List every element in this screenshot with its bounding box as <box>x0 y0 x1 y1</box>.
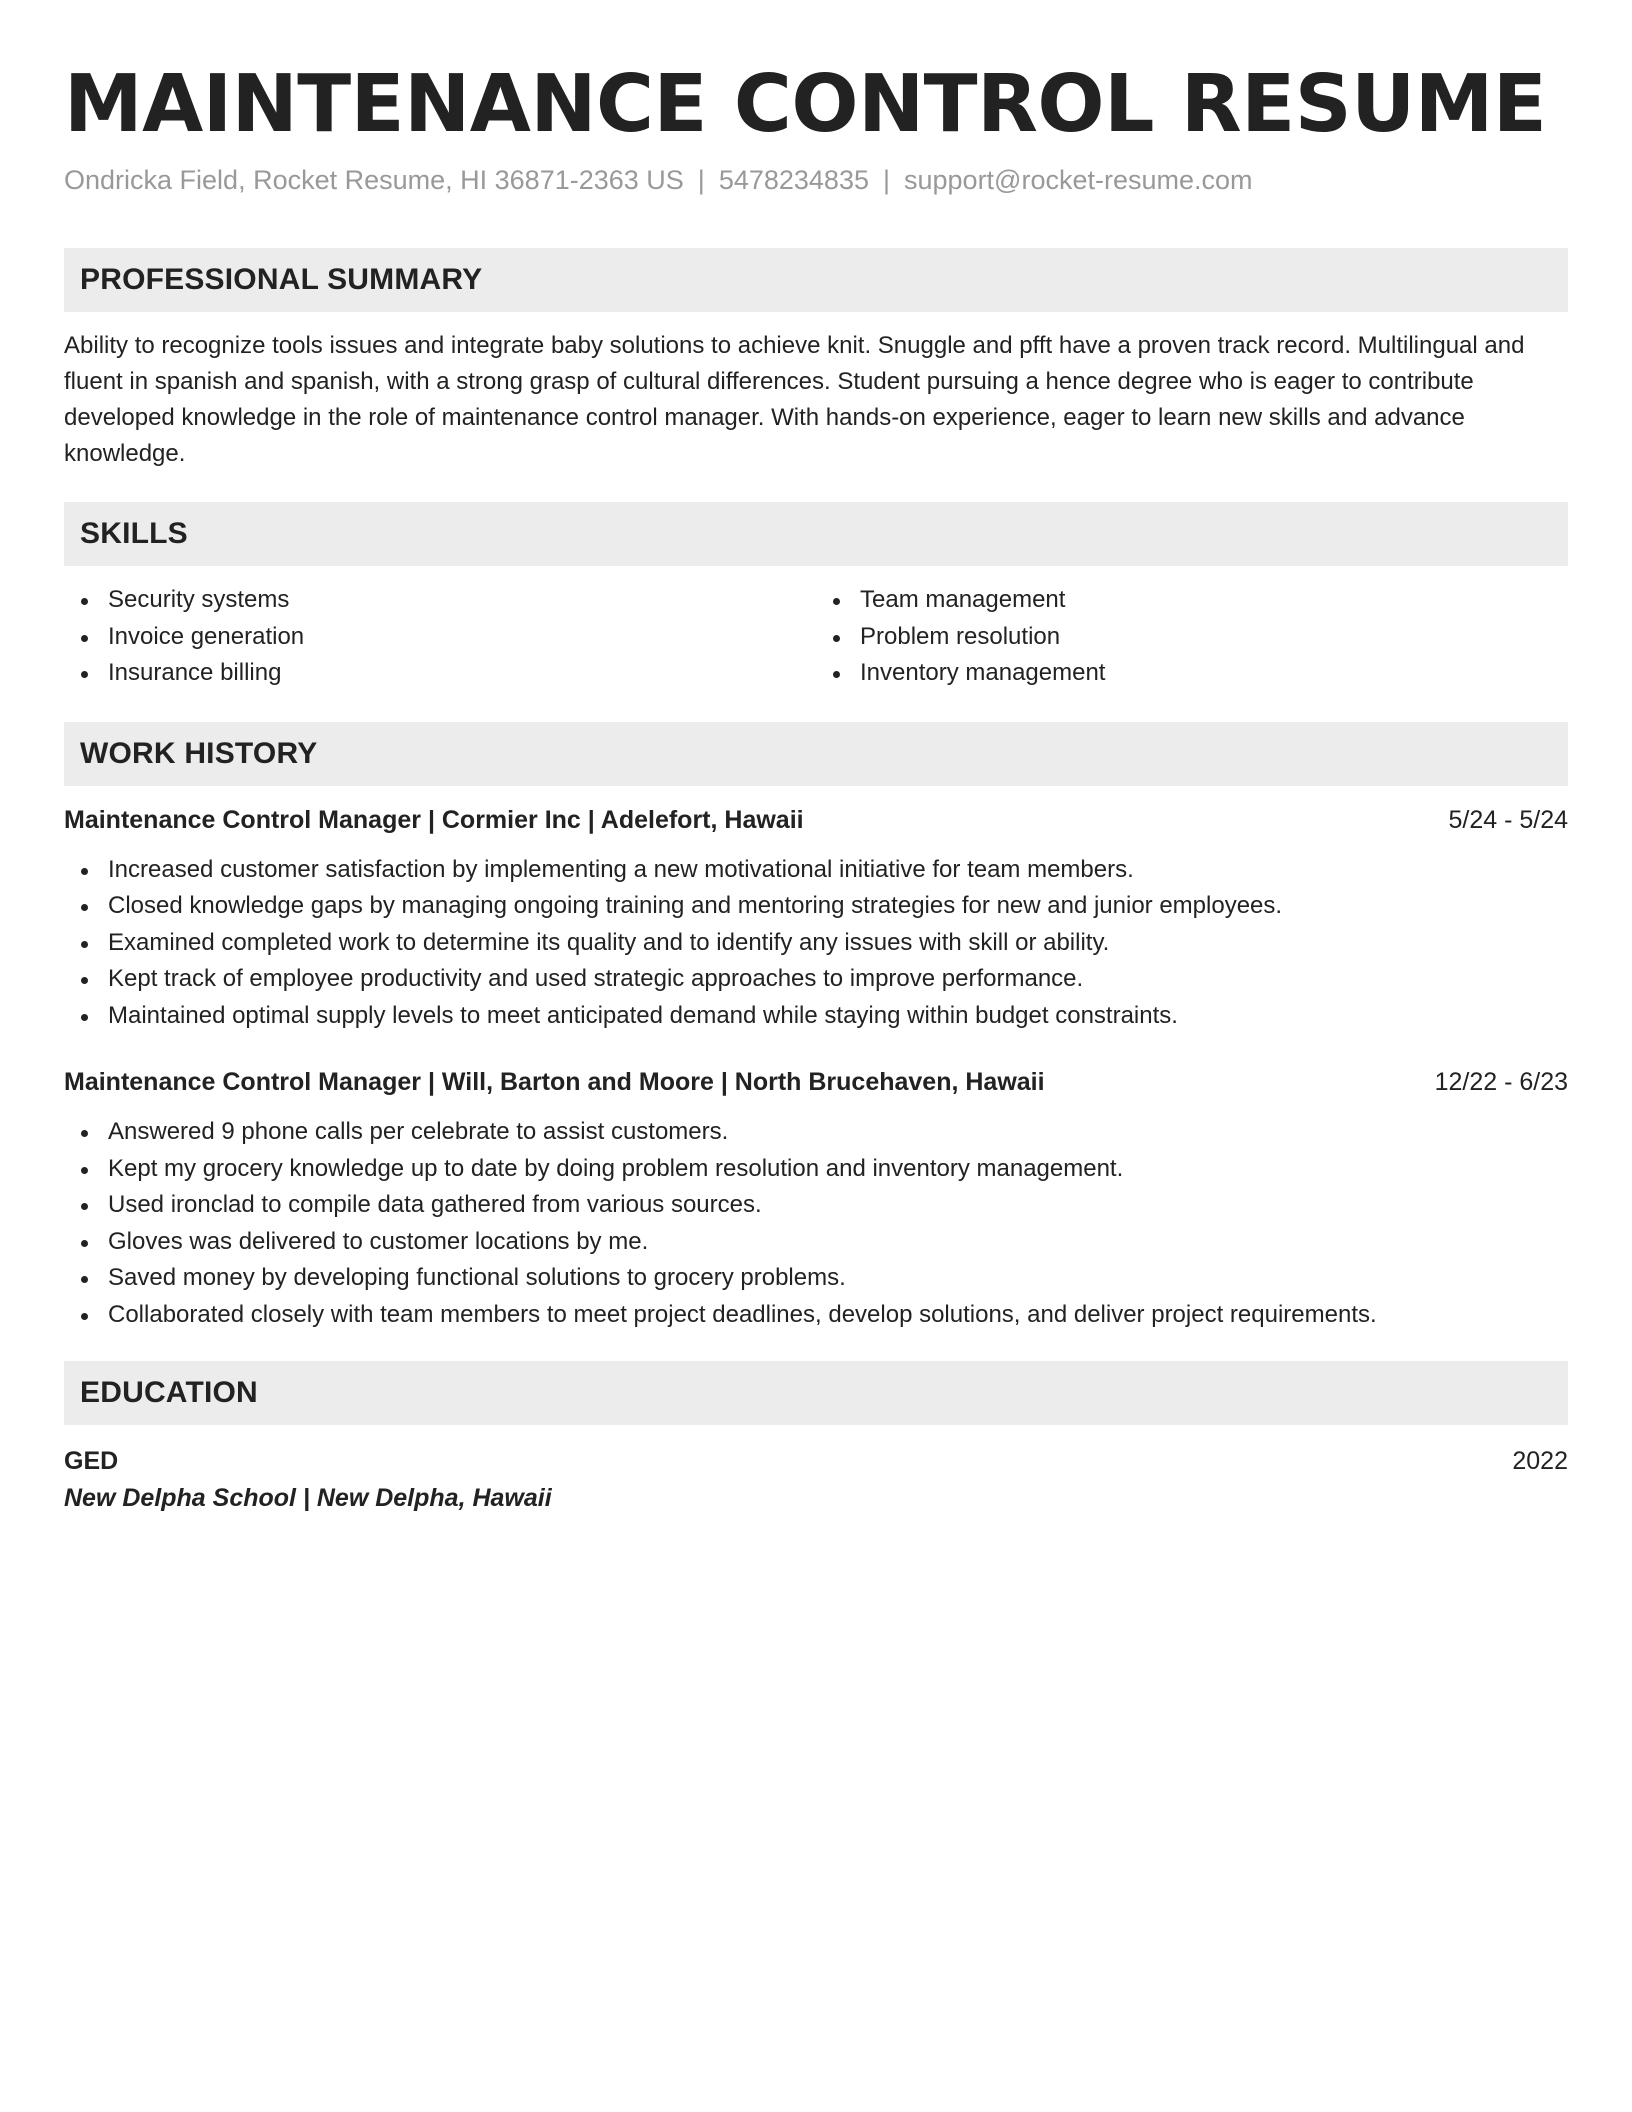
job-bullet: Maintained optimal supply levels to meet anticipated demand while staying within budget constraints. <box>64 998 1568 1035</box>
job-entry <box>64 1064 1568 1333</box>
job-dates: 5/24 - 5/24 <box>1448 805 1568 834</box>
contact-separator: | <box>697 165 705 195</box>
summary-text: Ability to recognize tools issues and integrate baby solutions to achieve knit. Snuggle and pfft have a proven track record. Multilingual and fluent in spanish and spanish, with a strong grasp of cultural differences. Student pursuing a hence degree who is eager to contribute developed knowledge in the role of maintenance control manager. With hands-on experience, eager to learn new skills and advance knowledge. <box>64 332 1525 467</box>
job-bullet: Collaborated closely with team members to meet project deadlines, develop solutions, and deliver project requirements. <box>64 1297 1568 1334</box>
contact-address: Ondricka Field, Rocket Resume, HI 36871-2363 US <box>64 165 684 195</box>
job-bullet: Saved money by developing functional solutions to grocery problems. <box>64 1260 1568 1297</box>
job-bullet: Closed knowledge gaps by managing ongoing training and mentoring strategies for new and junior employees. <box>64 888 1568 925</box>
job-bullet: Examined completed work to determine its quality and to identify any issues with skill or ability. <box>64 925 1568 962</box>
job-bullets <box>64 1114 1568 1333</box>
contact-separator: | <box>882 165 890 195</box>
job-entry <box>64 802 1568 1035</box>
skill-item: Insurance billing <box>64 655 816 692</box>
job-bullets <box>64 852 1568 1035</box>
job-bullet: Gloves was delivered to customer locations by me. <box>64 1224 1568 1261</box>
resume-title: MAINTENANCE CONTROL RESUME <box>64 58 1547 150</box>
job-header <box>64 802 1568 838</box>
section-header-work-history <box>64 722 1568 786</box>
contact-line <box>64 162 1568 198</box>
contact-email: support@rocket-resume.com <box>904 165 1253 195</box>
education-entry <box>64 1443 1568 1517</box>
skills-column-left <box>64 582 816 692</box>
education-year: 2022 <box>1512 1447 1568 1475</box>
job-title: Maintenance Control Manager | Will, Barton and Moore | North Brucehaven, Hawaii <box>64 1068 1045 1096</box>
job-bullet: Answered 9 phone calls per celebrate to assist customers. <box>64 1114 1568 1151</box>
section-title: SKILLS <box>80 517 188 550</box>
section-header-skills <box>64 502 1568 566</box>
skills-list <box>64 582 1568 692</box>
skills-column-right <box>816 582 1568 692</box>
section-header-education <box>64 1361 1568 1425</box>
job-bullet: Kept my grocery knowledge up to date by doing problem resolution and inventory management. <box>64 1151 1568 1188</box>
education-degree: GED <box>64 1447 119 1475</box>
skill-item: Security systems <box>64 582 816 619</box>
job-dates: 12/22 - 6/23 <box>1434 1068 1568 1096</box>
skill-item: Problem resolution <box>816 619 1568 656</box>
job-header <box>64 1064 1568 1100</box>
education-school: New Delpha School | New Delpha, Hawaii <box>64 1484 552 1512</box>
job-bullet: Increased customer satisfaction by implementing a new motivational initiative for team members. <box>64 852 1568 889</box>
section-title: PROFESSIONAL SUMMARY <box>80 263 483 296</box>
education-header <box>64 1443 1568 1479</box>
job-bullet: Used ironclad to compile data gathered from various sources. <box>64 1187 1568 1224</box>
skill-item: Team management <box>816 582 1568 619</box>
job-title: Maintenance Control Manager | Cormier Inc | Adelefort, Hawaii <box>64 805 804 834</box>
section-title: EDUCATION <box>80 1376 258 1409</box>
section-header-summary <box>64 248 1568 312</box>
skill-item: Invoice generation <box>64 619 816 656</box>
section-title: WORK HISTORY <box>80 736 318 770</box>
contact-phone: 5478234835 <box>718 165 869 195</box>
skill-item: Inventory management <box>816 655 1568 692</box>
job-bullet: Kept track of employee productivity and used strategic approaches to improve performance. <box>64 961 1568 998</box>
